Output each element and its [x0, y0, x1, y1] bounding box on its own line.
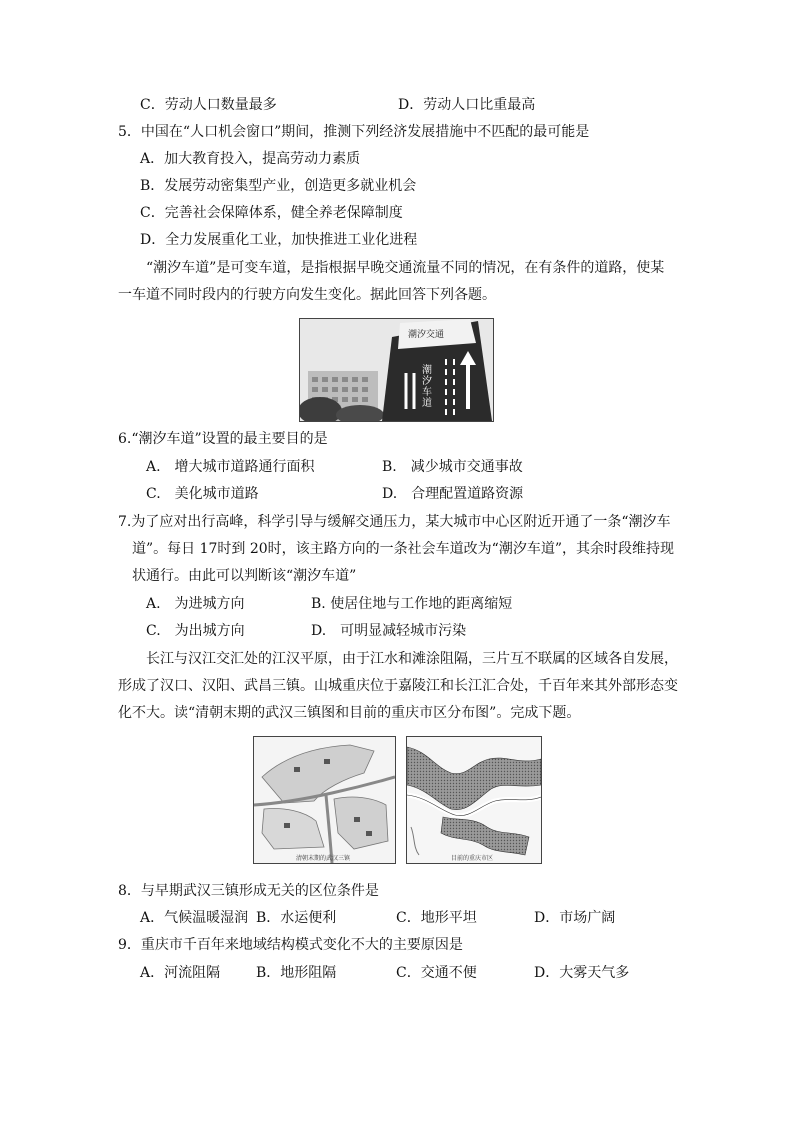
q7-option-a: A. 为进城方向: [146, 596, 245, 612]
q6-option-a: A. 增大城市道路通行面积: [146, 459, 315, 475]
q8-option-a: A．气候温暖湿润: [140, 910, 249, 926]
sign-lane-text: 潮汐车道: [422, 365, 432, 409]
q8-option-c: C．地形平坦: [396, 910, 477, 926]
q9-stem: 9．重庆市千百年来地域结构模式变化不大的主要原因是: [118, 937, 463, 953]
q6-option-b: B. 减少城市交通事故: [382, 459, 523, 475]
q7-line1: 7.为了应对出行高峰，科学引导与缓解交通压力，某大城市中心区附近开通了一条“潮汐车: [118, 514, 671, 530]
q7-option-c: C. 为出城方向: [146, 623, 245, 639]
sign-top-text: 潮汐交通: [408, 330, 445, 340]
passage2-line3: 化不大。读“清朝末期的武汉三镇图和目前的重庆市区分布图”。完成下题。: [118, 705, 581, 721]
q5-option-b: B．发展劳动密集型产业，创造更多就业机会: [140, 178, 417, 194]
q5-option-d: D．全力发展重化工业，加快推进工业化进程: [140, 232, 418, 248]
tidal-lane-photo-graphic: [300, 319, 493, 421]
q9-option-a: A．河流阻隔: [140, 965, 221, 981]
chongqing-map-graphic: [407, 737, 541, 863]
q7-option-b: B. 使居住地与工作地的距离缩短: [311, 596, 513, 612]
passage1-line1: “潮汐车道”是可变车道，是指根据早晚交通流量不同的情况，在有条件的道路，使某: [146, 260, 665, 276]
wuhan-map: [253, 736, 396, 864]
q9-option-c: C．交通不便: [396, 965, 477, 981]
q8-stem: 8．与早期武汉三镇形成无关的区位条件是: [118, 883, 379, 899]
passage2-line2: 形成了汉口、汉阳、武昌三镇。山城重庆位于嘉陵江和长江汇合处，千百年来其外部形态变: [118, 678, 678, 694]
q6-stem: 6.“潮汐车道”设置的最主要目的是: [118, 431, 328, 447]
q6-option-d: D. 合理配置道路资源: [382, 486, 524, 502]
q8-option-b: B．水运便利: [256, 910, 337, 926]
wuhan-map-caption: 清朝末期的武汉三镇: [296, 855, 351, 862]
q7-line3: 状通行。由此可以判断该“潮汐车道”: [132, 568, 357, 584]
chongqing-map: [406, 736, 542, 864]
tidal-lane-photo: [299, 318, 494, 422]
q7-line2: 道”。每日 17时到 20时，该主路方向的一条社会车道改为“潮汐车道”，其余时段维持现: [132, 541, 674, 557]
q5-stem: 5．中国在“人口机会窗口”期间，推测下列经济发展措施中不匹配的最可能是: [118, 124, 590, 140]
q5-option-a: A．加大教育投入，提高劳动力素质: [140, 151, 361, 167]
passage2-line1: 长江与汉江交汇处的江汉平原，由于江水和滩涂阻隔，三片互不联属的区域各自发展，: [146, 651, 678, 667]
q4-option-d: D．劳动人口比重最高: [398, 97, 536, 113]
q5-option-c: C．完善社会保障体系，健全养老保障制度: [140, 205, 403, 221]
q9-option-d: D．大雾天气多: [534, 965, 630, 981]
passage1-line2: 一车道不同时段内的行驶方向发生变化。据此回答下列各题。: [118, 287, 496, 303]
q4-option-c: C．劳动人口数量最多: [140, 97, 277, 113]
q7-option-d: D. 可明显减轻城市污染: [311, 623, 467, 639]
q6-option-c: C. 美化城市道路: [146, 486, 259, 502]
chongqing-map-caption: 目前的重庆市区: [451, 855, 494, 862]
q8-option-d: D．市场广阔: [534, 910, 616, 926]
wuhan-map-graphic: [254, 737, 395, 863]
q9-option-b: B．地形阻隔: [256, 965, 337, 981]
